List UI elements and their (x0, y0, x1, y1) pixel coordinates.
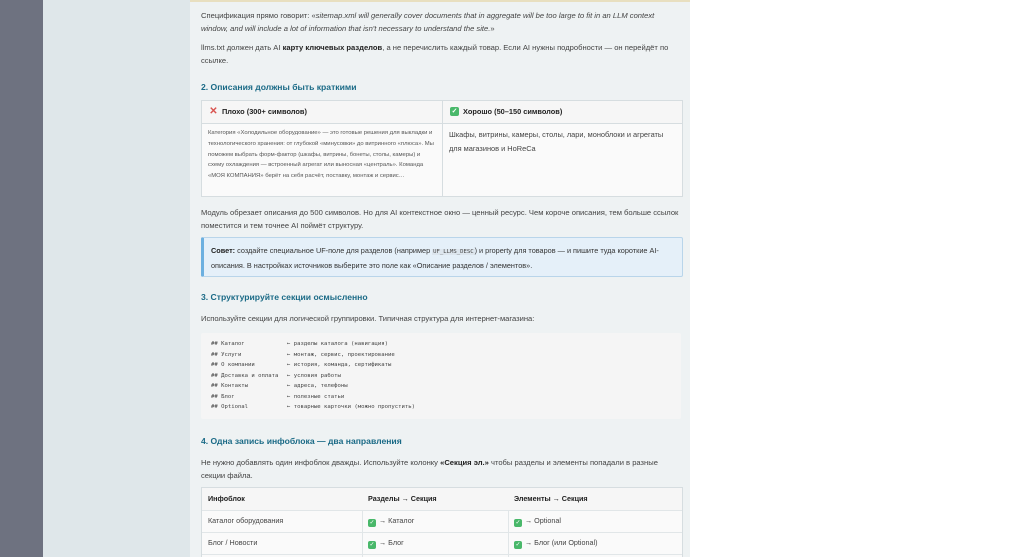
section-heading-structure: 3. Структурируйте секции осмысленно (201, 292, 368, 302)
right-background (690, 0, 1024, 557)
spec-quote: sitemap.xml will generally cover documents that in aggregate will be too large to fit in an LLM context window, and will include a lot of information that isn't necessary to understand the site. (201, 11, 655, 33)
comparison-table (201, 100, 683, 197)
table-header-row (202, 488, 682, 511)
good-example-text: Шкафы, витрины, камеры, столы, лари, моноблоки и агрегаты для магазинов и HoReCa (449, 130, 664, 153)
table-cell: ✓ → Каталог (369, 516, 415, 526)
infoblock-intro: Не нужно добавлять один инфоблок дважды. Используйте колонку «Секция эл.» чтобы разделы и элементы попадали в разные секции файла. (201, 458, 658, 480)
bad-example-column (202, 101, 443, 196)
code-line: ## Доставка и оплата ← условия работы (211, 372, 341, 379)
good-example-column (443, 101, 682, 196)
table-cell: ✓ → Optional (515, 516, 561, 526)
code-line: ## О компании ← история, команда, сертификаты (211, 362, 392, 368)
column-header: Элементы → Секция (514, 494, 588, 503)
spec-quote-paragraph: Спецификация прямо говорит: «sitemap.xml will generally cover documents that in aggregate will be too large to fit in an LLM context window, and will include a lot of information that isn't necessary to understand the site.» (201, 11, 655, 33)
code-line: ## Блог ← полезные статьи (211, 393, 345, 400)
structure-intro: Используйте секции для логической группировки. Типичная структура для интернет-магазина: (201, 314, 535, 323)
column-header: Инфоблок (208, 494, 245, 503)
article-page (190, 0, 690, 557)
infoblock-table (201, 487, 683, 557)
section-heading-descriptions: 2. Описания должны быть краткими (201, 82, 357, 92)
column-header: Разделы → Секция (368, 494, 437, 503)
check-icon: ✓ (369, 520, 375, 526)
check-icon: ✓ (515, 542, 521, 548)
code-line: ## Контакты ← адреса, телефоны (211, 383, 348, 389)
bad-example-label: Плохо (300+ символов) (222, 107, 307, 116)
truncate-paragraph: Модуль обрезает описания до 500 символов. Но для AI контекстное окно — ценный ресурс. Чем короче описания, тем больше ссылок поместится и тем точнее AI поймёт структуру. (201, 208, 679, 230)
left-background (43, 0, 190, 557)
bad-example-text: Категория «Холодильное оборудование» — это готовые решения для выкладки и технологического хранения: от глубокой «минусовки» до витринного «плюса». Мы поможем выбрать форм-фактор (шкафы, витрины, бонеты, столы, камеры) и схему охлаждения — встроенный агрегат или выносная «централь». Команда «МОЯ КОМПАНИЯ» берёт на себя расчёт, поставку, монтаж и сервис… (208, 130, 434, 180)
uf-field-code: UF_LLMS_DESC (433, 249, 474, 255)
check-icon: ✓ (369, 542, 375, 548)
check-icon: ✓ (515, 520, 521, 526)
table-cell: Каталог оборудования (208, 516, 284, 525)
table-row (202, 510, 682, 533)
check-icon: ✓ (451, 108, 458, 115)
table-cell: ✓ → Блог (или Optional) (515, 538, 598, 548)
code-line: ## Optional ← товарные карточки (можно пропустить) (211, 404, 415, 410)
left-rail (0, 0, 43, 557)
tip-text: Совет: создайте специальное UF-поле для разделов (например UF_LLMS_DESC) и property для товаров — и пишите туда короткие AI-описания. В настройках источников выберите это поле как «Описание разделов / элементов». (211, 246, 659, 271)
good-example-label: Хорошо (50–150 символов) (463, 107, 563, 116)
table-cell: ✓ → Блог (369, 538, 404, 548)
section-heading-infoblock: 4. Одна запись инфоблока — два направления (201, 436, 402, 446)
code-line: ## Услуги ← монтаж, сервис, проектирование (211, 351, 395, 358)
good-example-header (443, 101, 682, 124)
top-note-edge (190, 0, 690, 2)
tip-callout (201, 237, 683, 277)
llms-map-paragraph: llms.txt должен дать AI карту ключевых разделов, а не перечислить каждый товар. Если AI нужны подробности — он перейдёт по ссылке. (201, 43, 669, 65)
code-block (201, 333, 681, 419)
cross-icon: ✕ (209, 106, 218, 117)
table-row (202, 532, 682, 555)
bad-example-header (202, 101, 442, 124)
code-line: ## Каталог ← разделы каталога (навигация) (211, 341, 389, 347)
table-cell: Блог / Новости (208, 538, 258, 547)
